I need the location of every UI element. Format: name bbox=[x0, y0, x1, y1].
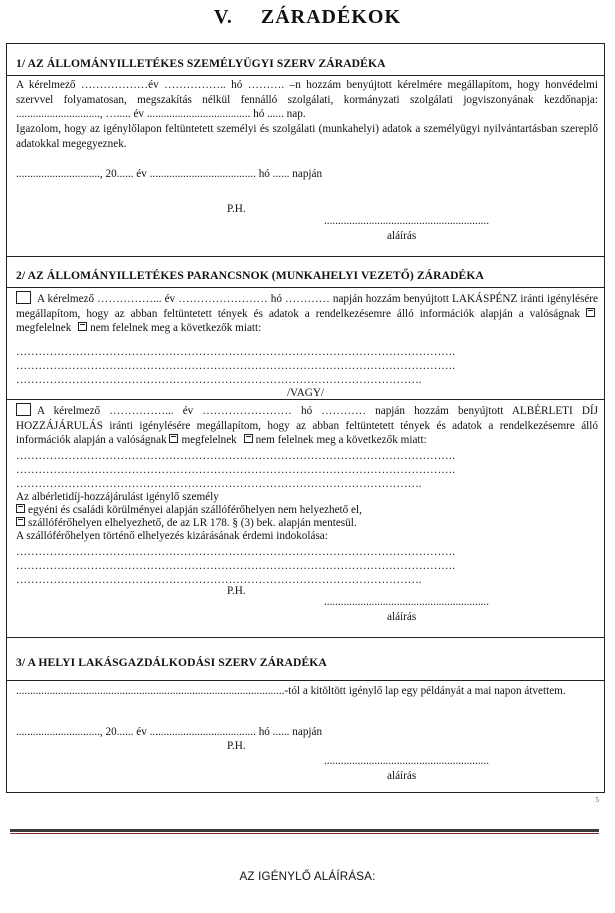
section-3-signature-line[interactable]: ........................................................... bbox=[324, 755, 490, 767]
option-b-reason-line-1[interactable]: ………………………………………………………………………………………………………. bbox=[16, 450, 456, 462]
requester-option-1 bbox=[16, 504, 362, 516]
section-2-divider bbox=[7, 287, 604, 288]
section-1-divider bbox=[7, 75, 604, 76]
option-a-checkbox[interactable] bbox=[16, 291, 31, 304]
section-3-date-line[interactable]: .............................., 20...... év ...................................... hó ...... napján bbox=[16, 726, 323, 738]
section-2-signature-label: aláírás bbox=[387, 611, 417, 623]
option-divider bbox=[7, 399, 604, 400]
section-1-header: 1/ AZ ÁLLOMÁNYILLETÉKES SZEMÉLYÜGYI SZERV ZÁRADÉKA bbox=[16, 57, 386, 70]
option-b-reason-line-2[interactable]: ………………………………………………………………………………………………………. bbox=[16, 464, 456, 476]
section-number: V. bbox=[214, 6, 233, 28]
section-2-option-b bbox=[16, 403, 598, 448]
requester-option-2 bbox=[16, 517, 357, 529]
or-separator: /VAGY/ bbox=[286, 387, 325, 399]
option-b-mismatch-label: nem felelnek meg a következők miatt: bbox=[255, 434, 427, 447]
option-a-reason-line-1[interactable]: ………………………………………………………………………………………………………. bbox=[16, 346, 456, 358]
requester-option-2-checkbox[interactable] bbox=[16, 517, 25, 526]
section-1-paragraph-2: Igazolom, hogy az igénylőlapon feltüntetett személyi és szolgálati (munkahelyi) adatok a személyügyi nyilvántartásban szereplő adatokkal megegyeznek. bbox=[16, 123, 598, 150]
requester-label: Az albérletidíj-hozzájárulást igénylő személy bbox=[16, 491, 219, 503]
section-title bbox=[0, 6, 615, 29]
option-a-reason-line-2[interactable]: ………………………………………………………………………………………………………. bbox=[16, 360, 456, 372]
section-3-header: 3/ A HELYI LAKÁSGAZDÁLKODÁSI SZERV ZÁRADÉKA bbox=[16, 656, 327, 669]
section-2-signature-line[interactable]: ........................................................... bbox=[324, 596, 490, 608]
page-mark: 5 bbox=[595, 796, 599, 804]
section-2-stamp-label: P.H. bbox=[227, 585, 246, 597]
section-2-header: 2/ AZ ÁLLOMÁNYILLETÉKES PARANCSNOK (MUNKAHELYI VEZETŐ) ZÁRADÉKA bbox=[16, 269, 484, 282]
option-b-checkbox[interactable] bbox=[16, 403, 31, 416]
exclusion-reason-line-3[interactable]: ………………………………………………………………………………………………. bbox=[16, 574, 422, 586]
exclusion-reason-line-2[interactable]: ………………………………………………………………………………………………………. bbox=[16, 560, 456, 572]
section-divider-2 bbox=[7, 637, 604, 638]
option-b-match-checkbox[interactable] bbox=[169, 434, 178, 443]
section-divider-1 bbox=[7, 256, 604, 257]
endorsement-form bbox=[6, 43, 605, 793]
section-1-paragraph-1[interactable]: A kérelmező ………………év …………….. hó ………. –n hozzám benyújtott kérelmére megállapítom, hogy honvédelmi szervvel folyamatosan, megszakítás nélkül fennálló szolgálati, kormányzati szolgálati jogviszonyának kezdőnapja: .............................., …..... év ..................................... hó ...... nap. bbox=[16, 79, 598, 121]
exclusion-reason-line-1[interactable]: ………………………………………………………………………………………………………. bbox=[16, 546, 456, 558]
section-1-date-line[interactable]: .............................., 20...... év ...................................... hó ...... napján bbox=[16, 168, 323, 180]
section-1-signature-label: aláírás bbox=[387, 230, 417, 242]
section-1-stamp-label: P.H. bbox=[227, 203, 246, 215]
applicant-signature-label: AZ IGÉNYLŐ ALÁÍRÁSA: bbox=[239, 870, 376, 883]
section-heading: ZÁRADÉKOK bbox=[260, 6, 401, 28]
option-b-reason-line-3[interactable]: ………………………………………………………………………………………………. bbox=[16, 478, 422, 490]
option-a-mismatch-checkbox[interactable] bbox=[78, 322, 87, 331]
footer-rule-accent bbox=[10, 833, 599, 834]
option-a-match-checkbox[interactable] bbox=[586, 308, 595, 317]
option-b-text: A kérelmező ……………... év …………………… hó ………… napján hozzám benyújtott ALBÉRLETI DÍJ HOZZÁJÁRULÁS iránti igénylésére megállapítom, hogy az abban feltüntetett tények és adatok a rendelkezésemre álló információk alapján a valóságnak bbox=[16, 405, 598, 447]
requester-option-2-label: szállóférőhelyen elhelyezhető, de az LR 178. § (3) bek. alapján mentesül. bbox=[28, 517, 357, 529]
option-a-mismatch-label: nem felelnek meg a következők miatt: bbox=[90, 322, 262, 335]
option-a-reason-line-3[interactable]: ………………………………………………………………………………………………. bbox=[16, 374, 422, 386]
section-3-paragraph[interactable]: ................................................................................................-tól a kitöltött igénylő lap egy példányát a mai napon átvettem. bbox=[16, 685, 566, 697]
option-b-mismatch-checkbox[interactable] bbox=[244, 434, 253, 443]
requester-option-1-label: egyéni és családi körülményei alapján szállóférőhelyen nem helyezhető el, bbox=[28, 504, 362, 516]
section-2-option-a bbox=[16, 291, 598, 336]
option-a-match-label: megfelelnek bbox=[16, 322, 72, 335]
requester-option-1-checkbox[interactable] bbox=[16, 504, 25, 513]
exclusion-reason-label: A szállóférőhelyen történő elhelyezés kizárásának érdemi indokolása: bbox=[16, 530, 328, 542]
footer-rule-dark bbox=[10, 829, 599, 832]
option-a-text: A kérelmező ……………... év …………………… hó ………… napján hozzám benyújtott LAKÁSPÉNZ iránti igénylésére megállapítom, hogy az abban feltüntetett tények és adatok a rendelkezésemre álló információk alapján a valóságnak bbox=[16, 293, 598, 320]
option-b-match-label: megfelelnek bbox=[181, 434, 237, 447]
section-3-stamp-label: P.H. bbox=[227, 740, 246, 752]
section-1-signature-line[interactable]: ........................................................... bbox=[324, 215, 490, 227]
section-3-signature-label: aláírás bbox=[387, 770, 417, 782]
section-3-divider bbox=[7, 680, 604, 681]
